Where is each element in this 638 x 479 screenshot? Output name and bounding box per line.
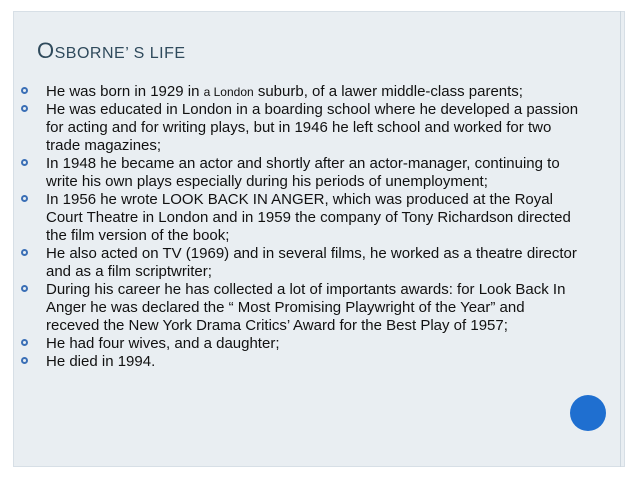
bullet-text: He died in 1994.: [46, 353, 156, 370]
bullet-item: [19, 191, 579, 245]
bullet-item: [19, 245, 579, 281]
bullet-text: In 1956 he wrote LOOK BACK IN ANGER, which was produced at the Royal Court Theatre in London and in 1959 the company of Tony Richardson directed the film version of the book;: [46, 191, 571, 244]
slide-title: [37, 38, 186, 64]
bullet-icon: [21, 249, 28, 256]
frame-divider: [620, 11, 621, 467]
bullet-item: [19, 281, 579, 335]
bullet-text: During his career he has collected a lot of importants awards: for Look Back In Anger he was declared the “ Most Promising Playwright of the Year” and receved the New York Drama Critics’ Award for the Best Play of 1957;: [46, 281, 566, 334]
decorative-blue-circle: [570, 395, 606, 431]
bullet-item: [19, 353, 579, 371]
bullet-text: In 1948 he became an actor and shortly after an actor-manager, continuing to write his own plays especially during his periods of unemployment;: [46, 155, 560, 190]
bullet-icon: [21, 195, 28, 202]
bullet-text-small: a London: [203, 85, 254, 99]
bullet-text-post: suburb, of a lawer middle-class parents;: [253, 83, 523, 100]
bullet-text-pre: He was born in 1929 in: [46, 83, 204, 100]
bullet-icon: [21, 285, 28, 292]
title-initial: O: [37, 38, 55, 63]
bullet-icon: [21, 339, 28, 346]
bullet-item: [19, 155, 579, 191]
bullet-text: He had four wives, and a daughter;: [46, 335, 280, 352]
bullet-item: [19, 83, 579, 101]
bullet-icon: [21, 105, 28, 112]
bullet-icon: [21, 87, 28, 94]
bullet-text: He was educated in London in a boarding school where he developed a passion for acting and for writing plays, but in 1946 he left school and worked for two trade magazines;: [46, 101, 579, 154]
title-rest: SBORNE’ S LIFE: [54, 45, 186, 62]
bullet-list: [19, 83, 579, 371]
bullet-item: [19, 101, 579, 155]
bullet-item: [19, 335, 579, 353]
bullet-icon: [21, 159, 28, 166]
bullet-icon: [21, 357, 28, 364]
bullet-text: He also acted on TV (1969) and in several films, he worked as a theatre director and as a film scriptwriter;: [46, 245, 577, 280]
